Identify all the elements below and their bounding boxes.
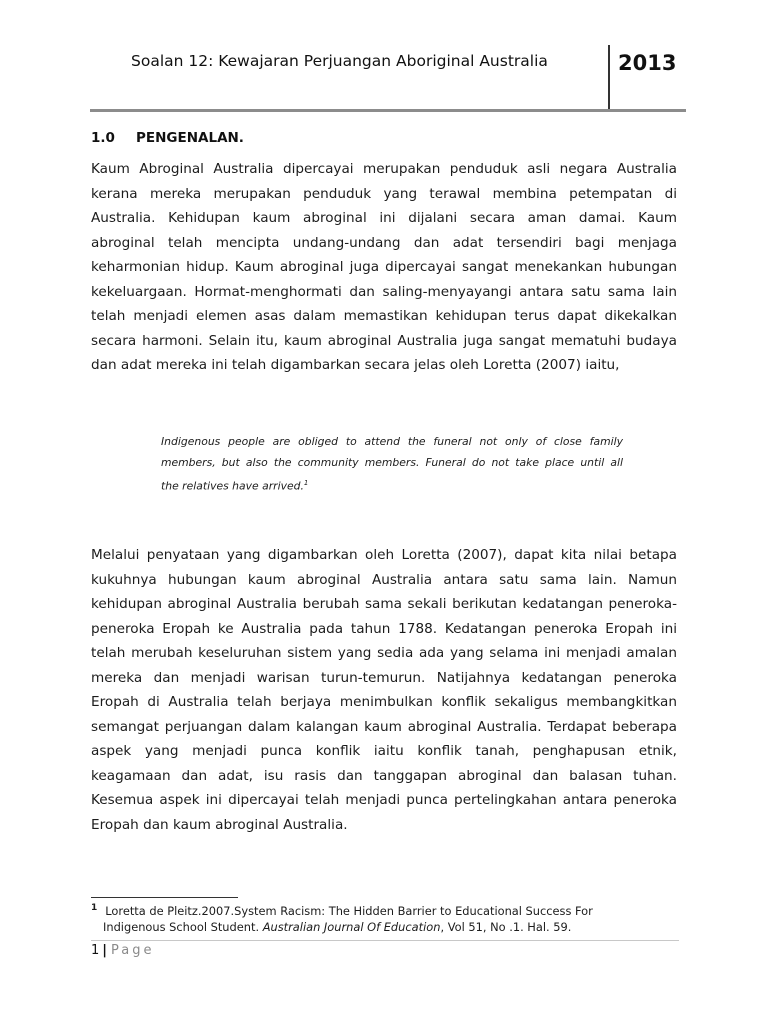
text-line: Melalui penyataan yang digambarkan oleh Loretta (2007), dapat kita nilai betapa bbox=[91, 547, 677, 563]
footnote-separator bbox=[91, 897, 238, 898]
footnote-reference[interactable]: 1 bbox=[303, 479, 309, 487]
quote-line: members, but also the community members. Funeral do not take place until all bbox=[161, 456, 623, 469]
text-line: Kaum Abroginal Australia dipercayai merupakan penduduk asli negara Australia bbox=[91, 161, 677, 177]
text-line: kukuhnya hubungan kaum abroginal Australia antara satu sama lain. Namun bbox=[91, 571, 677, 588]
footnote-text: Indigenous School Student. bbox=[103, 919, 263, 934]
quote-line: Indigenous people are obliged to attend the funeral not only of close family bbox=[161, 435, 623, 448]
text-line: telah menjadi elemen asas dalam memastikan kehidupan terus dapat dikekalkan bbox=[91, 308, 677, 324]
header-title: Soalan 12: Kewajaran Perjuangan Aboriginal Australia bbox=[131, 52, 548, 70]
footnote-text: , Vol 51, No .1. Hal. 59. bbox=[440, 919, 572, 934]
text-line: kerana mereka merupakan penduduk yang terawal membina petempatan di bbox=[91, 185, 677, 202]
text-line: peneroka Eropah ke Australia pada tahun 1788. Kedatangan peneroka Eropah ini bbox=[91, 620, 677, 637]
text-line: abroginal telah mencipta undang-undang dan adat tersendiri bagi menjaga bbox=[91, 234, 677, 251]
text-line: dan adat mereka ini telah digambarkan secara jelas oleh Loretta (2007) iaitu, bbox=[91, 357, 620, 373]
footnote-journal: Australian Journal Of Education bbox=[262, 919, 441, 934]
page-label: Page bbox=[111, 943, 155, 958]
quote-line-last bbox=[161, 473, 623, 497]
header-year: 2013 bbox=[618, 51, 677, 75]
text-line: kekeluargaan. Hormat-menghormati dan saling-menyayangi antara satu sama lain bbox=[91, 283, 677, 300]
footnote-mark: 1 bbox=[91, 903, 98, 913]
footer-divider bbox=[91, 940, 679, 941]
page-number: 1 bbox=[91, 943, 100, 958]
text-line: Eropah di Australia telah berjaya menimbulkan konflik sekaligus membangkitkan bbox=[91, 694, 677, 710]
text-line: Australia. Kehidupan kaum abroginal ini dijalani secara aman damai. Kaum bbox=[91, 210, 677, 226]
quote-text: the relatives have arrived. bbox=[161, 479, 304, 493]
text-line: aspek yang menjadi punca konflik iaitu konflik tanah, penghapusan etnik, bbox=[91, 743, 677, 759]
paragraph-discussion bbox=[91, 543, 677, 837]
section-number: 1.0 bbox=[91, 130, 115, 146]
text-line: keharmonian hidup. Kaum abroginal juga dipercayai sangat menekankan hubungan bbox=[91, 259, 677, 275]
section-heading bbox=[91, 130, 244, 146]
header-divider-horizontal bbox=[90, 109, 686, 112]
text-line: telah merubah keseluruhan sistem yang sedia ada yang selama ini menjadi amalan bbox=[91, 645, 677, 661]
text-line: kehidupan abroginal Australia berubah sama sekali berikutan kedatangan peneroka- bbox=[91, 596, 677, 612]
text-line: Eropah dan kaum abroginal Australia. bbox=[91, 816, 348, 833]
block-quote bbox=[161, 431, 623, 497]
paragraph-introduction bbox=[91, 157, 677, 378]
footer-separator: | bbox=[102, 943, 108, 958]
text-line: Kesemua aspek ini dipercayai telah menjadi punca pertelingkahan antara peneroka bbox=[91, 792, 677, 808]
text-line: secara harmoni. Selain itu, kaum abroginal Australia juga sangat mematuhi budaya bbox=[91, 332, 677, 349]
text-line: mereka dan menjadi warisan turun-temurun. Natijahnya kedatangan peneroka bbox=[91, 669, 677, 686]
text-line: semangat perjuangan dalam kalangan kaum abroginal Australia. Terdapat beberapa bbox=[91, 718, 677, 735]
footnote-text: Loretta de Pleitz.2007.System Racism: The Hidden Barrier to Educational Success For bbox=[105, 903, 593, 918]
footnote-line bbox=[91, 904, 593, 918]
footnote bbox=[91, 900, 681, 935]
section-title: PENGENALAN. bbox=[136, 130, 244, 146]
page-footer bbox=[91, 943, 155, 958]
footnote-line bbox=[91, 919, 681, 935]
header-divider-vertical bbox=[608, 45, 610, 109]
text-line: keagamaan dan adat, isu rasis dan tanggapan abroginal dan balasan tuhan. bbox=[91, 767, 677, 784]
